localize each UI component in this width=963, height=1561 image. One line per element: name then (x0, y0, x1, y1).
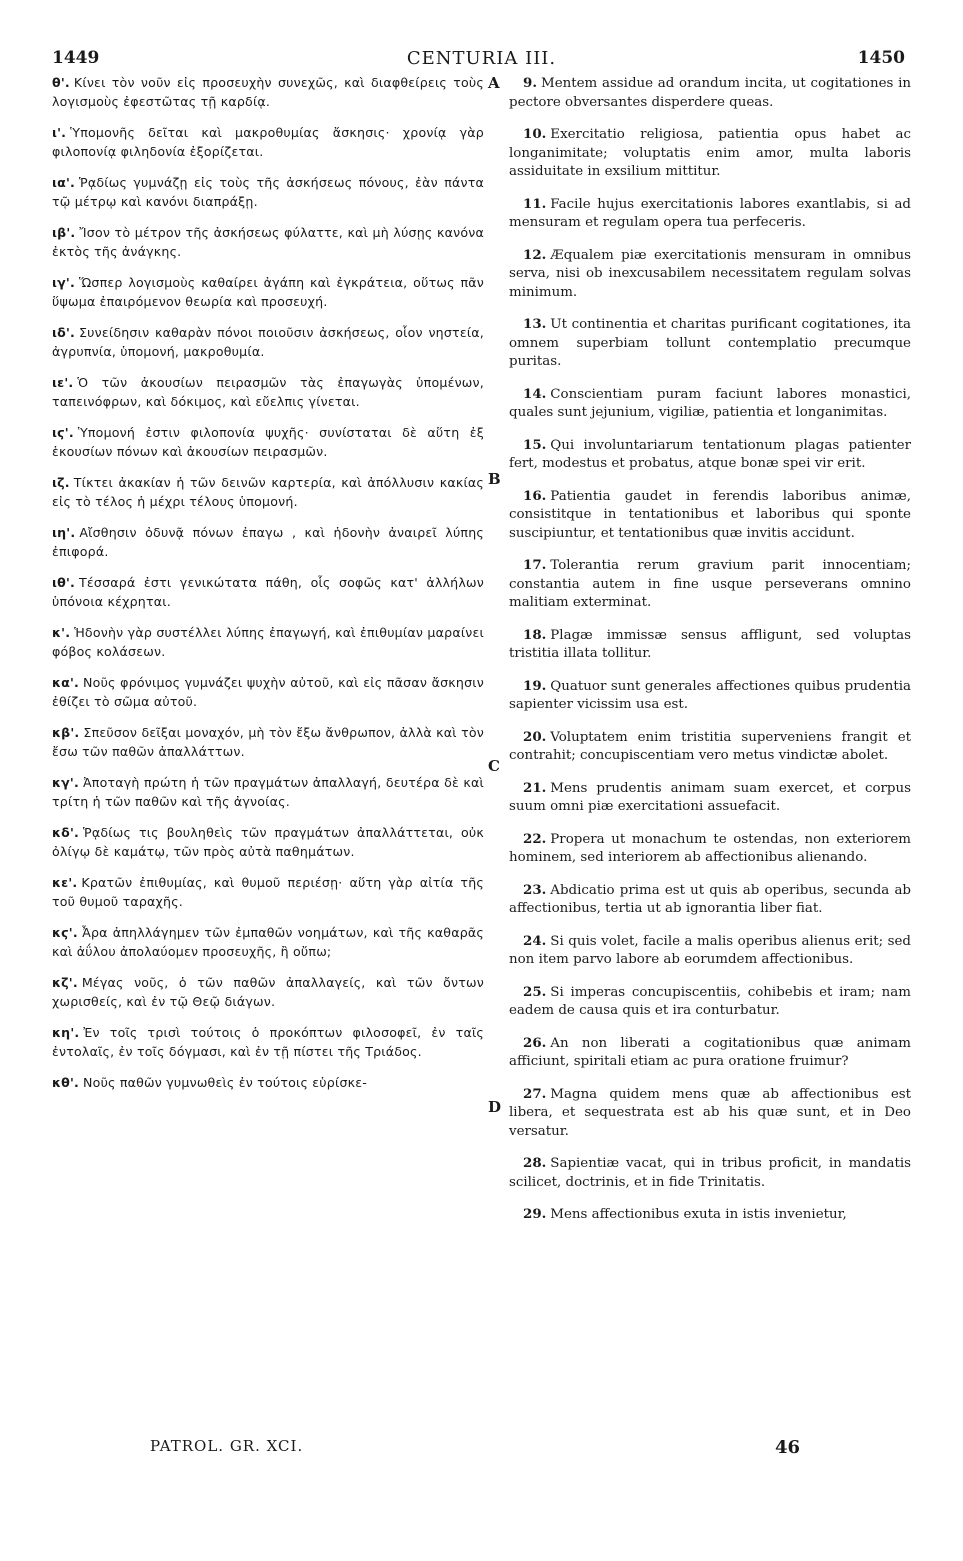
greek-entry (52, 124, 484, 161)
latin-entry-text: Si imperas concupiscentiis, cohibebis et iram; nam eadem de causa quis et ira conturbatur. (509, 984, 911, 1018)
greek-entry-text: Σπεῦσον δεῖξαι μοναχόν, μὴ τὸν ἔξω ἄνθρωπον, ἀλλὰ καὶ τὸν ἔσω τῶν παθῶν ἀπαλλάττων. (52, 725, 484, 759)
latin-entry-number: 19. (523, 677, 547, 694)
latin-entry (509, 1205, 911, 1225)
latin-entry (509, 195, 911, 233)
greek-entry-text: Ῥᾳδίως τις βουληθεὶς τῶν πραγμάτων ἀπαλλάττεται, οὐκ ὀλίγῳ δὲ καμάτῳ, τῶν πρὸς αὐτὰ παθημάτων. (52, 825, 484, 859)
latin-entry-number: 16. (523, 487, 547, 504)
margin-marker-b: B (488, 470, 501, 488)
latin-entry-text: Propera ut monachum te ostendas, non exteriorem hominem, sed interiorem ab affectionibus alienando. (509, 831, 911, 865)
running-title: CENTURIA III. (406, 48, 557, 69)
greek-entry (52, 674, 484, 711)
latin-entry-text: Magna quidem mens quæ ab affectionibus est libera, et sequestrata est ab his quæ sunt, et in Deo versatur. (509, 1086, 911, 1139)
margin-marker-d: D (488, 1098, 502, 1116)
latin-entry (509, 1085, 911, 1142)
greek-entry (52, 574, 484, 611)
greek-entry-number: ιη'. (52, 525, 76, 540)
greek-entry-text: Ἴσον τὸ μέτρον τῆς ἀσκήσεως φύλαττε, καὶ μὴ λύσῃς κανόνα ἐκτὸς τῆς ἀνάγκης. (52, 225, 484, 259)
latin-entry (509, 677, 911, 715)
latin-entry (509, 246, 911, 303)
margin-marker-a: A (488, 74, 500, 92)
latin-entry-text: Voluptatem enim tristitia superveniens frangit et contrahit; concupiscentiam vero metus vindictæ abolet. (509, 729, 911, 763)
greek-entry-number: κδ'. (52, 825, 80, 840)
greek-entry (52, 824, 484, 861)
latin-entry-text: Mens prudentis animam suam exercet, et corpus suum omni piæ exercitationi assuefacit. (509, 780, 911, 814)
latin-entry (509, 983, 911, 1021)
greek-entry-number: κϛ'. (52, 925, 78, 940)
latin-entry-number: 18. (523, 626, 547, 643)
latin-entry (509, 728, 911, 766)
latin-entry (509, 385, 911, 423)
greek-entry (52, 774, 484, 811)
greek-entry-text: Νοῦς φρόνιμος γυμνάζει ψυχὴν αὐτοῦ, καὶ εἰς πᾶσαν ἄσκησιν ἐθίζει τὸ σῶμα αὐτοῦ. (52, 675, 484, 709)
latin-entry-number: 29. (523, 1206, 547, 1222)
greek-entry (52, 174, 484, 211)
latin-entry-text: Conscientiam puram faciunt labores monastici, quales sunt jejunium, vigiliæ, patientia et longanimitas. (509, 386, 911, 420)
greek-entry-number: ιϛ'. (52, 425, 74, 440)
latin-entry-text: Qui involuntariarum tentationum plagas patienter fert, modestus et probatus, atque bonæ spei vir erit. (509, 437, 911, 471)
latin-entry-text: Patientia gaudet in ferendis laboribus animæ, consistitque in tentationibus et laboribus qui sponte suscipiuntur, et tentationibus quæ invitis accidunt. (509, 488, 911, 541)
latin-column (509, 74, 911, 1238)
latin-entry-text: Mens affectionibus exuta in istis invenietur, (550, 1207, 847, 1222)
sheet-number: 46 (775, 1437, 801, 1458)
greek-entry (52, 374, 484, 411)
latin-entry (509, 125, 911, 182)
latin-entry-text: Mentem assidue ad orandum incita, ut cogitationes in pectore obversantes disperdere queas. (509, 76, 911, 110)
latin-entry-number: 15. (523, 436, 547, 453)
latin-entry-text: Tolerantia rerum gravium parit innocentiam; constantia autem in fine usque perseverans omnino malitiam exterminat. (509, 558, 911, 610)
greek-entry-text: Κίνει τὸν νοῦν εἰς προσευχὴν συνεχῶς, καὶ διαφθείρεις τοὺς λογισμοὺς ἐφεστῶτας τῇ καρδίᾳ. (52, 75, 484, 109)
latin-entry (509, 626, 911, 664)
latin-entry (509, 436, 911, 474)
greek-entry-number: ιδ'. (52, 325, 75, 340)
latin-entry-number: 9. (523, 75, 537, 91)
greek-entry (52, 1024, 484, 1061)
latin-entry-number: 21. (523, 779, 547, 796)
latin-entry-number: 24. (523, 932, 547, 949)
latin-entry-number: 28. (523, 1155, 547, 1171)
greek-entry-text: Ὥσπερ λογισμοὺς καθαίρει ἀγάπη καὶ ἐγκράτεια, οὕτως πᾶν ὕψωμα ἐπαιρόμενον θεωρία καὶ προσευχή. (52, 275, 484, 309)
greek-entry-text: Τίκτει ἀκακίαν ἡ τῶν δεινῶν καρτερία, καὶ ἀπόλλυσιν κακίας εἰς τὸ τέλος ἡ μέχρι τέλους ὑπομονή. (52, 475, 484, 509)
latin-entry-number: 14. (523, 385, 547, 402)
greek-entry-number: κθ'. (52, 1075, 80, 1090)
greek-entry (52, 224, 484, 261)
greek-entry-number: ιε'. (52, 375, 74, 390)
greek-column (52, 74, 484, 1106)
latin-entry (509, 74, 911, 112)
latin-entry-text: Abdicatio prima est ut quis ab operibus, secunda ab affectionibus, tertia ut ab ignorantia liber fiat. (509, 882, 911, 916)
latin-entry-number: 27. (523, 1085, 547, 1102)
greek-entry-number: κζ'. (52, 975, 78, 990)
greek-entry (52, 724, 484, 761)
page-number-right: 1450 (857, 48, 905, 68)
greek-entry (52, 474, 484, 511)
latin-entry (509, 830, 911, 868)
page-number-left: 1449 (52, 48, 100, 68)
greek-entry (52, 874, 484, 911)
greek-entry-number: κα'. (52, 675, 80, 690)
greek-entry-text: Ἆρα ἀπηλλάγημεν τῶν ἐμπαθῶν νοημάτων, καὶ τῆς καθαρᾶς καὶ ἀΰλου ἀπολαύομεν προσευχῆς, ἢ οὔπω; (52, 925, 484, 959)
greek-entry (52, 424, 484, 461)
greek-entry-number: κε'. (52, 875, 78, 890)
latin-entry (509, 556, 911, 613)
greek-entry-number: ια'. (52, 175, 75, 190)
greek-entry-number: κη'. (52, 1025, 80, 1040)
latin-entry-text: Quatuor sunt generales affectiones quibus prudentia sapienter vicissim usa est. (509, 678, 911, 712)
greek-entry-number: ι'. (52, 125, 67, 140)
latin-entry-number: 10. (523, 126, 547, 142)
greek-entry-text: Κρατῶν ἐπιθυμίας, καὶ θυμοῦ περιέσῃ· αὕτη γὰρ αἰτία τῆς τοῦ θυμοῦ ταραχῆς. (52, 875, 484, 909)
latin-entry-text: An non liberati a cogitationibus quæ animam afficiunt, spiritali etiam ac pura oratione fruimur? (509, 1035, 911, 1069)
greek-entry-text: Αἴσθησιν ὀδυνᾷ πόνων ἐπαγω , καὶ ἡδονὴν ἀναιρεῖ λύπης ἐπιφορά. (52, 525, 484, 559)
greek-entry-number: θ'. (52, 75, 70, 90)
latin-entry (509, 932, 911, 970)
greek-entry-number: ιθ'. (52, 575, 75, 590)
latin-entry-text: Si quis volet, facile a malis operibus alienus erit; sed non item parvo labore ab eorumdem affectionibus. (509, 933, 911, 967)
latin-entry-number: 22. (523, 830, 547, 847)
greek-entry (52, 1074, 484, 1093)
latin-entry-number: 23. (523, 881, 547, 898)
latin-entry-number: 17. (523, 557, 547, 573)
page-header (0, 40, 963, 70)
latin-entry-text: Facile hujus exercitationis labores exantlabis, si ad mensuram et regulam opera tua perfeceris. (509, 196, 911, 230)
latin-entry-number: 13. (523, 316, 547, 332)
greek-entry-text: Ὑπομονῆς δεῖται καὶ μακροθυμίας ἄσκησις· χρονίᾳ γὰρ φιλοπονίᾳ φιληδονία ἐξορίζεται. (52, 125, 484, 159)
greek-entry-text: Μέγας νοῦς, ὁ τῶν παθῶν ἀπαλλαγείς, καὶ τῶν ὄντων χωρισθείς, καὶ ἐν τῷ Θεῷ διάγων. (52, 975, 484, 1009)
latin-entry (509, 779, 911, 817)
greek-entry (52, 324, 484, 361)
greek-entry (52, 974, 484, 1011)
greek-entry (52, 74, 484, 111)
greek-entry (52, 924, 484, 961)
greek-entry-number: ιγ'. (52, 275, 75, 290)
greek-entry (52, 274, 484, 311)
greek-entry-text: Νοῦς παθῶν γυμνωθεὶς ἐν τούτοις εὑρίσκε- (83, 1075, 367, 1090)
greek-entry-number: κβ'. (52, 725, 80, 740)
latin-entry-text: Plagæ immissæ sensus affligunt, sed voluptas tristitia illata tollitur. (509, 627, 911, 661)
greek-entry-number: ιζ. (52, 475, 70, 490)
greek-entry-number: κ'. (52, 625, 71, 640)
latin-entry (509, 1154, 911, 1192)
latin-entry-text: Æqualem piæ exercitationis mensuram in omnibus serva, nisi ob inexcusabilem necessitatem regulam solvas minimum. (509, 247, 911, 300)
signature-mark: PATROL. GR. XCI. (150, 1437, 304, 1455)
latin-entry-text: Ut continentia et charitas purificant cogitationes, ita omnem superbiam tollunt contemplatio precumque puritas. (509, 317, 911, 369)
greek-entry-text: Ῥᾳδίως γυμνάζῃ εἰς τοὺς τῆς ἀσκήσεως πόνους, ἐὰν πάντα τῷ μέτρῳ καὶ κανόνι διαπράξῃ. (52, 175, 484, 209)
greek-entry (52, 624, 484, 661)
latin-entry-number: 12. (523, 246, 547, 263)
greek-entry-text: Ἐν τοῖς τρισὶ τούτοις ὁ προκόπτων φιλοσοφεῖ, ἐν ταῖς ἐντολαῖς, ἐν τοῖς δόγμασι, καὶ ἐν τῇ πίστει τῆς Τριάδος. (52, 1025, 484, 1059)
greek-entry-text: Τέσσαρά ἐστι γενικώτατα πάθη, οἷς σοφῶς κατ' ἀλλήλων ὑπόνοια κέχρηται. (52, 575, 484, 609)
greek-entry-text: Ἡδονὴν γὰρ συστέλλει λύπης ἐπαγωγή, καὶ ἐπιθυμίαν μαραίνει φόβος κολάσεων. (52, 625, 484, 659)
greek-entry-text: Συνείδησιν καθαρὰν πόνοι ποιοῦσιν ἀσκήσεως, οἷον νηστεία, ἀγρυπνία, ὑπομονή, μακροθυμία. (52, 325, 484, 359)
latin-entry (509, 1034, 911, 1072)
greek-entry-text: Ἀποταγὴ πρώτη ἡ τῶν πραγμάτων ἀπαλλαγή, δευτέρα δὲ καὶ τρίτη ἡ τῶν παθῶν καὶ τῆς ἀγνοίας. (52, 775, 484, 809)
greek-entry-text: Ὑπομονή ἐστιν φιλοπονία ψυχῆς· συνίσταται δὲ αὕτη ἐξ ἑκουσίων πόνων καὶ ἀκουσίων πειρασμῶν. (52, 425, 484, 459)
latin-entry (509, 315, 911, 372)
latin-entry-number: 25. (523, 983, 547, 1000)
greek-entry-number: κγ'. (52, 775, 79, 790)
latin-entry-number: 26. (523, 1034, 547, 1051)
latin-entry (509, 881, 911, 919)
greek-entry-number: ιβ'. (52, 225, 76, 240)
latin-entry-number: 11. (523, 195, 547, 212)
margin-marker-c: C (488, 757, 500, 775)
latin-entry-text: Exercitatio religiosa, patientia opus habet ac longanimitate; voluptatis enim amor, multa laboris assiduitate in exsilium mittitur. (509, 127, 911, 179)
latin-entry (509, 487, 911, 544)
greek-entry-text: Ὁ τῶν ἀκουσίων πειρασμῶν τὰς ἐπαγωγὰς ὑπομένων, ταπεινόφρων, καὶ δόκιμος, καὶ εὔελπις γίνεται. (52, 375, 484, 409)
greek-entry (52, 524, 484, 561)
latin-entry-text: Sapientiæ vacat, qui in tribus proficit, in mandatis scilicet, doctrinis, et in fide Trinitatis. (509, 1156, 911, 1190)
latin-entry-number: 20. (523, 728, 547, 745)
